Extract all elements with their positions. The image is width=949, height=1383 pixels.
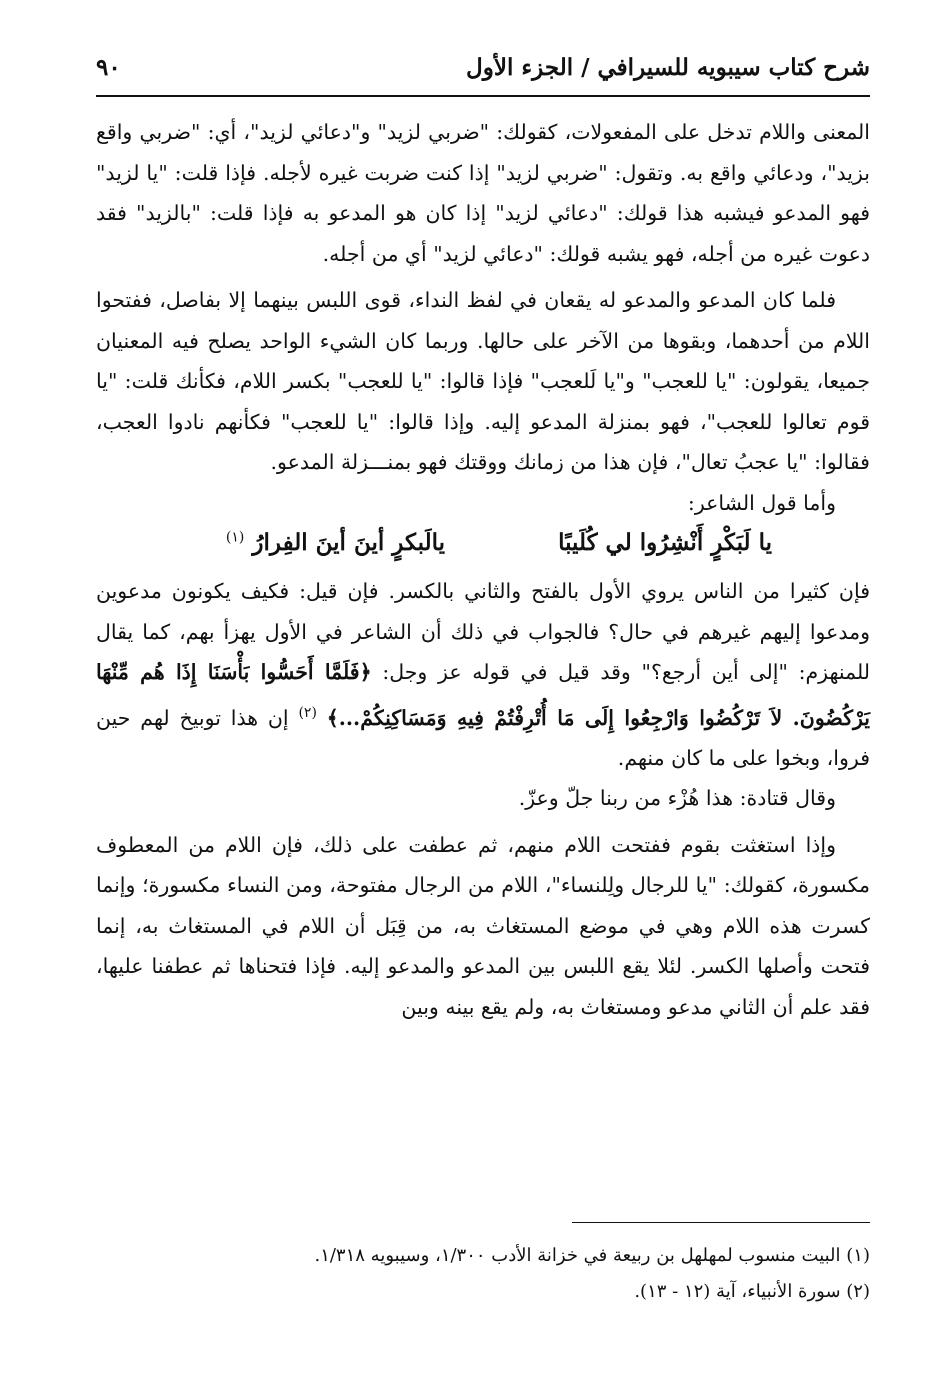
- running-header: [96, 50, 870, 92]
- verse-hemistich-first: [558, 529, 772, 556]
- paragraph-3: وأما قول الشاعر:: [687, 490, 836, 515]
- verse-hemistich-first-text: يا لَبَكْرٍ أَنْشِرُوا لي كُلَيبًا: [558, 529, 772, 556]
- header-title: شرح كتاب سيبويه للسيرافي / الجزء الأول: [466, 54, 870, 81]
- footnote-mark-2: (٢): [298, 704, 317, 721]
- paragraph-2: فلما كان المدعو والمدعو له يقعان في لفظ النداء، قوى اللبس بينهما إلا بفاصل، ففتحوا اللام من أحدهما، وبقوها من الآخر على حالها. وربما كان الشيء الواحد يصلح فيه المعنيان جميعا، يقولون: "يا للعجب" و"يا لَلعجب" فإذا قالوا: "يا للعجب" بكسر اللام، فكأنك قلت: "يا قوم تعالوا للعجب"، فهو بمنزلة المدعو إليه. وإذا قالوا: "يا للعجب" فكأنهم نادوا العجب، فقالوا: "يا عجبُ تعال"، فإن هذا من زمانك ووقتك فهو بمنـــزلة المدعو.: [96, 288, 870, 474]
- paragraph-4-end: إن هذا توبيخ لهم حين فروا، وبخوا على ما كان منهم.: [96, 705, 870, 770]
- verse-hemistich-second-text: يالَبكرٍ أينَ أينَ الفِرارُ: [252, 529, 445, 556]
- footnote-rule: [572, 1222, 870, 1223]
- quran-quote: ﴿فَلَمَّا أَحَسُّوا بَأْسَنَا إِذَا هُم مِّنْهَا يَرْكُضُونَ. لاَ تَرْكُضُوا وَارْجِعُوا إِلَى مَا أُتْرِفْتُمْ فِيهِ وَمَسَاكِنِكُمْ...﴾: [96, 660, 870, 730]
- main-text: [96, 112, 870, 1027]
- paragraph-4-start: فإن كثيرا من الناس يروي الأول بالفتح والثاني بالكسر. فإن قيل: فكيف يكونون مدعوين ومدعوا إليهم غيرهم في حال؟ فالجواب في ذلك أن الشاعر في الأول يهزأ بهم، كما يقال للمنهزم: "إلى أين أرجع؟" وقد قيل في قوله عز وجل:: [96, 579, 871, 684]
- paragraph-5: وقال قتادة: هذا هُزْء من ربنا جلّ وعزّ.: [518, 786, 836, 811]
- paragraph-6: وإذا استغثت بقوم ففتحت اللام منهم، ثم عطفت على ذلك، فإن اللام من المعطوف مكسورة، كقولك: "يا للرجال ولِلنساء"، اللام من الرجال مفتوحة، ومن النساء مكسورة؛ وإنما كسرت هذه اللام وهي في موضع المستغاث به، من قِبَل أن اللام في المستغاث به، إنما فتحت وأصلها الكسر. لئلا يقع اللبس بين المدعو والمدعو إليه. فإذا فتحناها ثم عطفنا عليها، فقد علم أن الثاني مدعو ومستغاث به، ولم يقع بينه وبين: [96, 832, 870, 1019]
- footnote-1: (١) البيت منسوب لمهلهل بن ربيعة في خزانة الأدب ١/٣٠٠، وسيبويه ١/٣١٨.: [314, 1245, 870, 1266]
- page-number: ٩٠: [96, 54, 121, 81]
- verse-hemistich-second: [226, 529, 445, 556]
- footnote-2: (٢) سورة الأنبياء، آية (١٢ - ١٣).: [634, 1281, 870, 1302]
- header-rule: [96, 95, 870, 97]
- paragraph-1: المعنى واللام تدخل على المفعولات، كقولك: "ضربي لزيد" و"دعائي لزيد"، أي: "ضربي واقع بزيد"، ودعائي واقع به. وتقول: "ضربي لزيد" إذا كنت ضربت غيره لأجله. فإذا قلت: "يا لزيد" فهو المدعو فيشبه هذا قولك: "دعائي لزيد" إذا كان هو المدعو به فإذا قلت: "بالزيد" فقد دعوت غيره من أجله، فهو يشبه قولك: "دعائي لزيد" أي من أجله.: [96, 120, 870, 266]
- paragraph-4: [96, 571, 870, 778]
- footnote-mark-1: (١): [225, 529, 245, 546]
- poetry-verse: [96, 525, 870, 571]
- footnotes: [96, 1238, 870, 1310]
